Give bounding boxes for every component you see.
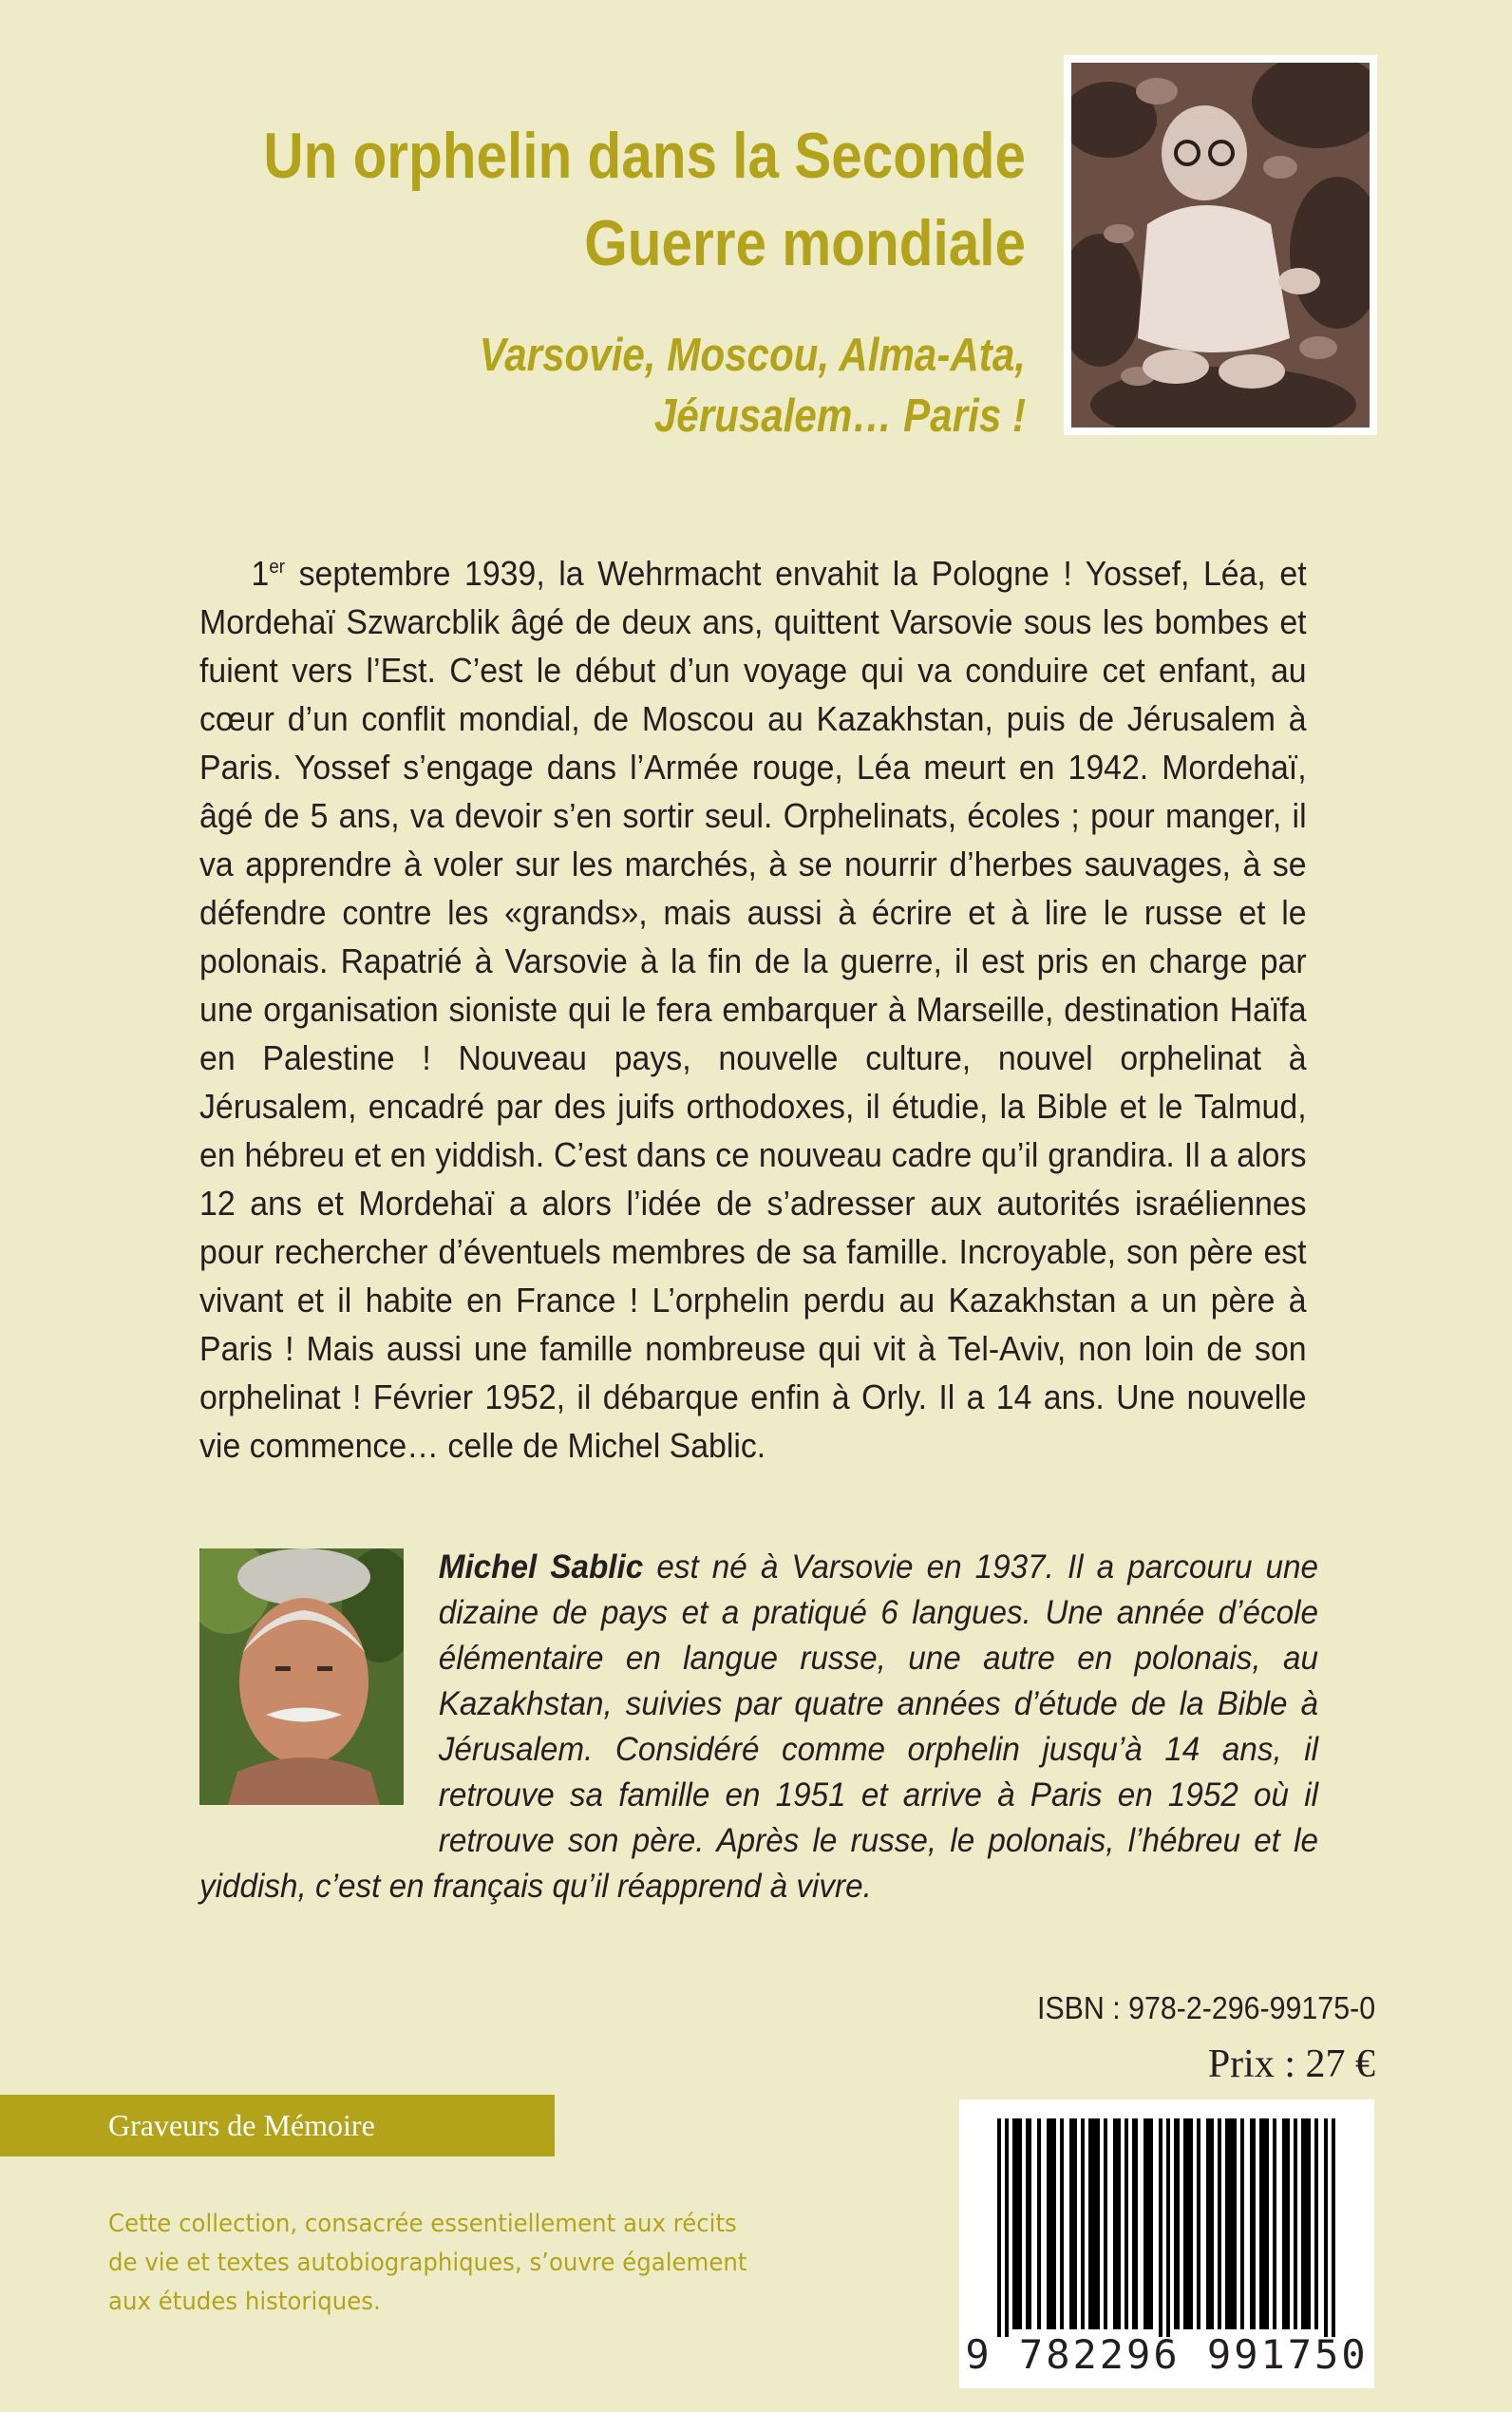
synopsis-paragraph [199, 549, 1307, 1470]
book-title [225, 112, 1026, 287]
collection-description-line-3: aux études historiques. [108, 2288, 381, 2316]
book-subtitle-line-1: Varsovie, Moscou, Alma-Ata, [479, 330, 1026, 381]
synopsis-day-suffix: er [269, 557, 286, 578]
barcode-digits: 9 782296 991750 [965, 2331, 1369, 2378]
book-title-line-1: Un orphelin dans la Seconde [263, 120, 1026, 192]
author-name: Michel Sablic [438, 1548, 644, 1586]
book-subtitle-line-2: Jérusalem… Paris ! [653, 390, 1026, 442]
price: Prix : 27 € [1207, 2042, 1375, 2086]
book-subtitle [225, 325, 1026, 446]
child-photo-image [1071, 63, 1370, 427]
synopsis [199, 549, 1307, 1470]
collection-name: Graveurs de Mémoire [0, 2095, 555, 2156]
barcode-bars [959, 2099, 1374, 2337]
author-bio [199, 1545, 1318, 1909]
collection-description-line-2: de vie et textes autobiographiques, s’ouvre également [108, 2249, 747, 2277]
synopsis-day: 1 [251, 554, 270, 593]
collection-description-line-1: Cette collection, consacrée essentiellement aux récits [108, 2210, 737, 2238]
synopsis-text: septembre 1939, la Wehrmacht envahit la Pologne ! Yossef, Léa, et Mordehaï Szwarcblik âgé de deux ans, quittent Varsovie sous les bombes et fuient vers l’Est. C’est le début d’un voyage qui va conduire cet enfant, au cœur d’un conflit mondial, de Moscou au Kazakhstan, puis de Jérusalem à Paris. Yossef s’engage dans l’Armée rouge, Léa meurt en 1942. Mordehaï, âgé de 5 ans, va devoir s’en sortir seul. Orphelinats, écoles ; pour manger, il va apprendre à voler sur les marchés, à se nourrir d’herbes sauvages, à se défendre contre les «grands», mais aussi à écrire et à lire le russe et le polonais. Rapatrié à Varsovie à la fin de la guerre, il est pris en charge par une organisation sioniste qui le fera embarquer à Marseille, destination Haïfa en Palestine ! Nouveau pays, nouvelle culture, nouvel orphelinat à Jérusalem, encadré par des juifs orthodoxes, il étudie, la Bible et le Talmud, en hébreu et en yiddish. C’est dans ce nouveau cadre qu’il grandira. Il a alors 12 ans et Mordehaï a alors l’idée de s’adresser aux autorités israéliennes pour rechercher d’éventuels membres de sa famille. Incroyable, son père est vivant et il habite en France ! L’orphelin perdu au Kazakhstan a un père à Paris ! Mais aussi une famille nombreuse qui vit à Tel-Aviv, non loin de son orphelinat ! Février 1952, il débarque enfin à Orly. Il a 14 ans. Une nouvelle vie commence… celle de Michel Sablic. [199, 554, 1307, 1465]
author-bio-text: est né à Varsovie en 1937. Il a parcouru une dizaine de pays et a pratiqué 6 langues. Une année d’école élémentaire en langue russe, une autre en polonais, au Kazakhstan, suivies par quatre années d’étude de la Bible à Jérusalem. Considéré comme orphelin jusqu’à 14 ans, il retrouve sa famille en 1951 et arrive à Paris en 1952 où il retrouve son père. Après le russe, le polonais, l’hébreu et le yiddish, c’est en français qu’il réapprend à vivre. [199, 1548, 1318, 1905]
book-title-line-2: Guerre mondiale [584, 207, 1026, 279]
barcode [959, 2099, 1374, 2388]
collection-description [108, 2205, 841, 2322]
isbn: ISBN : 978-2-296-99175-0 [1036, 1990, 1375, 2025]
child-photo [1064, 55, 1377, 435]
